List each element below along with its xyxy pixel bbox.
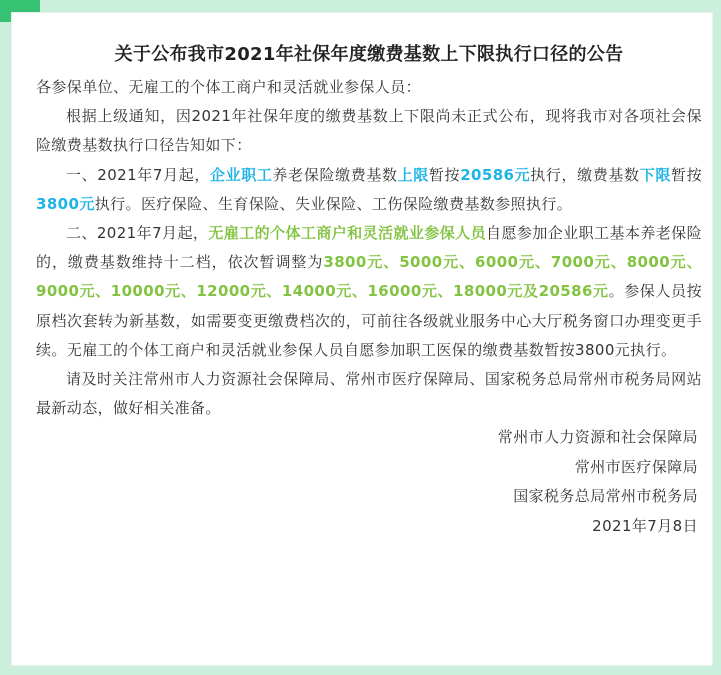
item-2-highlight-participants: 无雇工的个体工商户和灵活就业参保人员 — [208, 224, 487, 243]
item-2-text: 。参保人员按原档次套转为新基数，如需要变更缴费档次的，可前往各级就业服务中心大厅税务窗口办理变更手续。无雇工的个体工商户和灵活就业参保人员自愿参加职工医保的缴费基数暂按3800元执行。 — [36, 282, 702, 359]
notice-date: 2021年7月8日 — [592, 516, 698, 535]
item-2-highlight-tiers: 3800元、5000元、6000元、7000元、8000元、9000元、10000元、12000元、14000元、16000元、18000元及20586元 — [36, 253, 702, 301]
item-1-highlight-upper: 上限 — [397, 165, 429, 184]
item-1-text: 暂按 — [670, 165, 703, 184]
salutation: 各参保单位、无雇工的个体工商户和灵活就业参保人员： — [36, 78, 422, 96]
item-2-text: 自愿参加企业职工基本养老保险的，缴费基数维持十二档，依次暂调整为 — [36, 224, 703, 272]
item-2-paragraph — [36, 219, 702, 365]
item-1-paragraph — [36, 161, 702, 219]
item-1-text: 执行。医疗保险、生育保险、失业保险、工伤保险缴费基数参照执行。 — [94, 194, 573, 213]
notice-panel — [11, 12, 713, 666]
item-1-highlight-lower-amount: 3800元 — [36, 194, 95, 213]
item-1-highlight-enterprise: 企业职工 — [210, 165, 273, 184]
closing-paragraph: 请及时关注常州市人力资源社会保障局、常州市医疗保障局、国家税务总局常州市税务局网站最新动态，做好相关准备。 — [36, 370, 702, 418]
item-1-text: 暂按 — [428, 165, 461, 184]
item-1-text: 养老保险缴费基数 — [272, 165, 398, 184]
item-1-text: 执行，缴费基数 — [530, 165, 640, 184]
notice-title: 关于公布我市2021年社保年度缴费基数上下限执行口径的公告 — [114, 44, 624, 65]
item-1-text: 一、2021年7月起， — [66, 165, 210, 184]
notice-content — [36, 41, 702, 541]
signature-hrss: 常州市人力资源和社会保障局 — [497, 428, 698, 447]
item-2-text: 二、2021年7月起， — [66, 224, 209, 243]
item-1-highlight-upper-amount: 20586元 — [460, 165, 531, 184]
item-1-highlight-lower: 下限 — [639, 165, 671, 184]
signature-medical: 常州市医疗保障局 — [574, 457, 698, 476]
intro-paragraph: 根据上级通知，因2021年社保年度的缴费基数上下限尚未正式公布，现将我市对各项社会保险缴费基数执行口径告知如下： — [36, 107, 702, 155]
signature-tax: 国家税务总局常州市税务局 — [513, 487, 698, 506]
